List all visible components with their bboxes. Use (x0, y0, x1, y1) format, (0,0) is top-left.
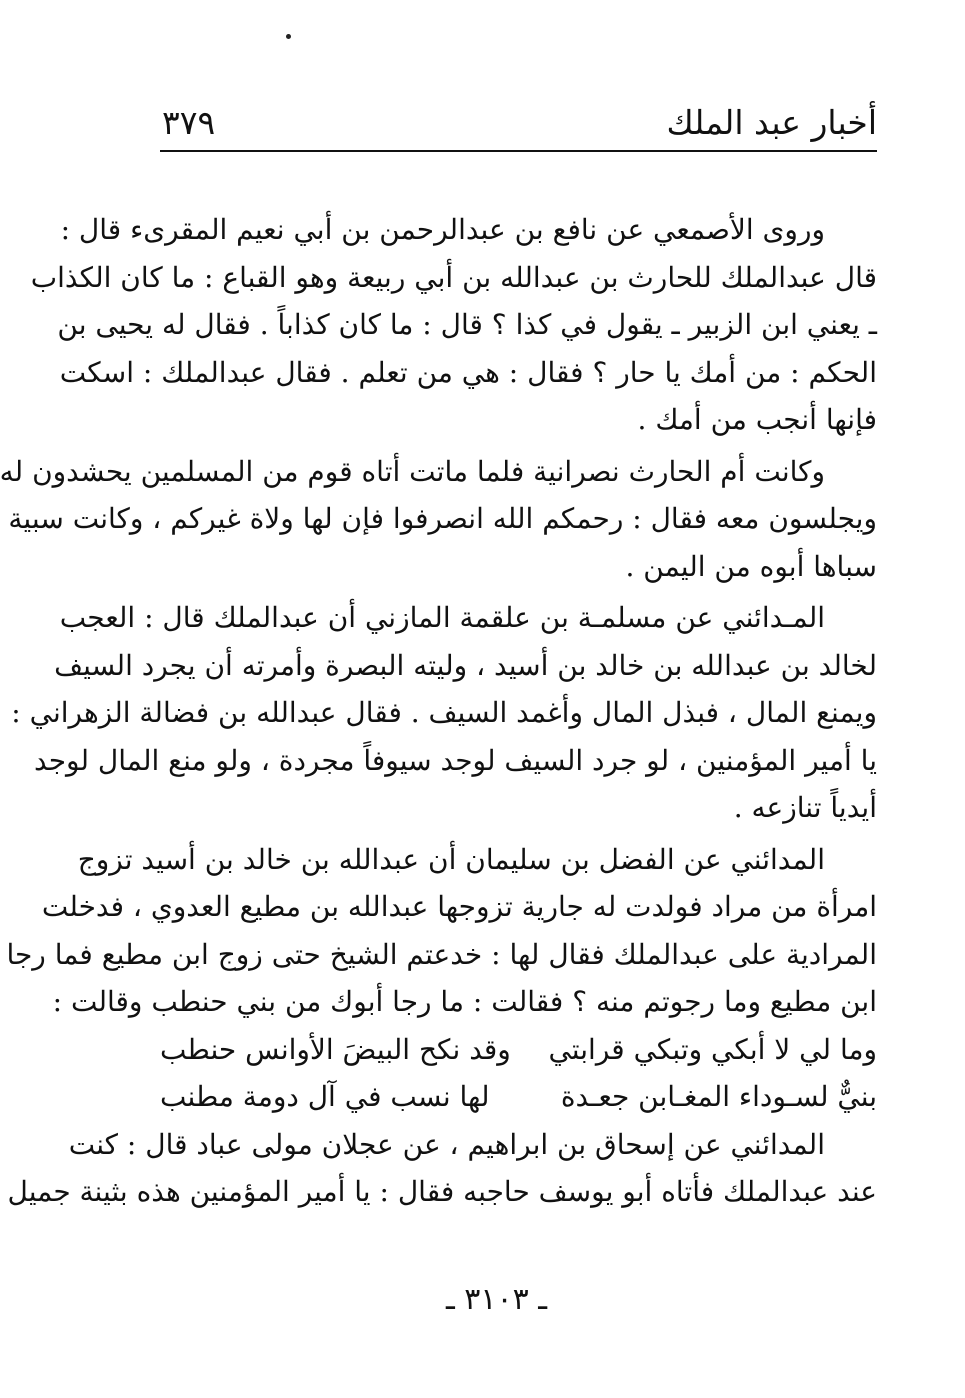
ink-speck (286, 34, 291, 39)
poem-verse (160, 1073, 877, 1121)
footer-page-number: ـ ٣١٠٣ ـ (445, 1282, 548, 1317)
running-header (160, 100, 877, 150)
paragraph (0, 448, 877, 591)
text-line: أيدياً تنازعه . (733, 791, 877, 824)
paragraph (6, 836, 877, 1026)
paragraph (11, 594, 877, 832)
text-line: يا أمير المؤمنين ، لو جرد السيف لوجد سيوفاً مجردة ، ولو منع المال لوجد (34, 743, 877, 777)
verse-second-hemistich: لها نسب في آل دومة مطنب (160, 1080, 490, 1113)
text-line: ـ يعني ابن الزبير ـ يقول في كذا ؟ قال : ما كان كذاباً . فقال له يحيى بن (57, 308, 877, 341)
verse-first-hemistich: بنيٌّ لسـوداء المغـابن جعـدة (560, 1080, 877, 1113)
text-line: عند عبدالملك فأتاه أبو يوسف حاجبه فقال : يا أمير المؤمنين هذه بثينة جميل (7, 1175, 877, 1208)
text-line: لخالد بن عبدالله بن خالد بن أسيد ، وليته البصرة وأمرته أن يجرد السيف (54, 648, 877, 682)
verse-second-hemistich: وقد نكح البيضَ الأوانس حنطب (160, 1032, 511, 1066)
text-line: سباها أبوه من اليمن . (625, 549, 877, 583)
header-title: أخبار عبد الملك (666, 103, 877, 142)
text-line: ابن مطيع وما رجوتم منه ؟ فقالت : ما رجا أبوك من بني حنطب وقالت : (52, 985, 877, 1018)
text-line: الحكم : من أمك يا حار ؟ فقال : هي من تعلم . فقال عبدالملك : اسكت (59, 355, 877, 389)
page-body (0, 206, 877, 1216)
text-line: المدائني عن إسحاق بن ابراهيم ، عن عجلان مولى عباد قال : كنت (68, 1127, 825, 1161)
text-line: المـدائني عن مسلمـة بن علقمة المازني أن عبدالملك قال : العجب (59, 601, 825, 634)
text-line: قال عبدالملك للحارث بن عبدالله بن أبي ربيعة وهو القباع : ما كان الكذاب (30, 260, 877, 294)
poem (160, 1026, 877, 1121)
paragraph (7, 1121, 877, 1216)
paragraph (30, 206, 877, 444)
text-line: امرأة من مراد فولدت له جارية تزوجها عبدالله بن مطيع العدوي ، فدخلت (41, 890, 877, 923)
text-line: المدائني عن الفضل بن سليمان أن عبدالله بن خالد بن أسيد تزوج (77, 842, 825, 876)
poem-verse (160, 1026, 877, 1074)
text-line: وروى الأصمعي عن نافع بن عبدالرحمن بن أبي نعيم المقرىء قال : (60, 213, 825, 246)
header-rule (160, 150, 877, 152)
text-line: وكانت أم الحارث نصرانية فلما ماتت أتاه قوم من المسلمين يحشدون له (0, 454, 825, 488)
text-line: المرادية على عبدالملك فقال لها : خدعتم الشيخ حتى زوج ابن مطيع فما رجا (6, 937, 877, 971)
text-line: فإنها أنجب من أمك . (637, 403, 877, 436)
header-page-number: ٣٧٩ (162, 103, 216, 142)
text-line: ويجلسون معه فقال : رحمكم الله انصرفوا فإن لها ولاة غيركم ، وكانت سبية (8, 502, 877, 535)
text-line: ويمنع المال ، فبذل المال وأغمد السيف . فقال عبدالله بن فضالة الزهراني : (11, 696, 877, 729)
verse-first-hemistich: وما لي لا أبكي وتبكي قرابتي (548, 1032, 877, 1066)
